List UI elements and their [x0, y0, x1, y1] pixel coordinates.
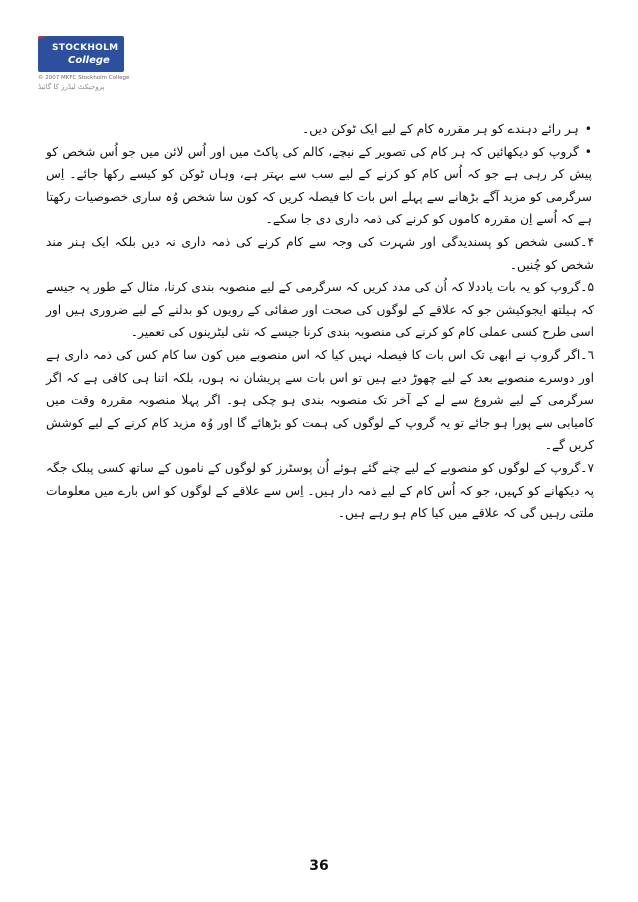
paragraph-5 [46, 344, 594, 457]
paragraph-text: ۴۔کسی شخص کو پسندیدگی اور شہرت کی وجہ سے کام کرنے کی ذمہ داری نہ دیں بلکہ ایک ہنر مند شخص کو چُنیں۔ [46, 234, 594, 272]
paragraph-text: ہر رائے دہندے کو ہر مقررہ کام کے لیے ایک ٹوکن دیں۔ [302, 122, 579, 136]
paragraph-text: ۵۔گروپ کو یہ بات یاددلا کہ اُن کی مدد کریں کہ سرگرمی کے لیے منصوبہ بندی کرنا، مثال کے طور پہ جیسے کہ ہیلتھ ایجوکیشن جو کہ علاقے کے لوگوں کی صحت اور صفائی کے رویوں کو بدلنے کے لیے ضروری ہیں اور اسی طرح کسی عملی کام کو کرنے کی منصوبہ بندی کرنا جیسے کہ نئی لیٹرینوں کی تعمیر۔ [46, 280, 594, 340]
paragraph-2 [46, 141, 594, 231]
logo-text-college: College [68, 55, 110, 66]
bullet-icon: • [584, 122, 592, 136]
paragraph-3 [46, 231, 594, 276]
page-number: 36 [309, 858, 329, 874]
paragraph-text: ٦۔اگر گروپ نے ابھی تک اس بات کا فیصلہ نہیں کیا کہ اس منصوبے میں کون سا کام کس کی ذمہ داری ہے اور دوسرے منصوبے بعد کے لیے چھوڑ دیے ہیں تو اس بات سے پریشان نہ ہوں، بلکہ اتنا ہی کافی ہے کہ اگر سرگرمی کے لیے شروع سے لے کے آخر تک منصوبہ بندی ہو چکی ہو۔ اگر پہلا منصوبہ مقررہ وقت میں کامیابی سے پورا ہو جائے تو یہ گروپ کے لوگوں کی ہمت کو بڑھائے گا اور وُہ مزید کام کرنے کے لیے کوشش کریں گے۔ [46, 347, 594, 453]
logo-text-stockholm: STOCKHOLM [52, 43, 119, 53]
logo-tagline: پروجیکٹ لیڈرز کا گائیڈ [38, 83, 105, 91]
bullet-icon: • [584, 144, 592, 159]
document-body [46, 118, 594, 525]
paragraph-text: ۷۔گروپ کے لوگوں کو منصوبے کے لیے چنے گئے ہوئے اُن پوسٹرز کو لوگوں کے ناموں کے ساتھ کسی پبلک جگہ پہ دیکھانے کو کہیں، جو کہ اُس کام کے لیے ذمہ دار ہیں۔ اِس سے علاقے کے لوگوں کو اس بارے میں معلومات ملتی رہیں گی کہ علاقے میں کیا کام ہو رہے ہیں۔ [46, 460, 594, 521]
logo-badge [38, 36, 124, 72]
paragraph-6 [46, 457, 594, 525]
paragraph-1 [46, 118, 594, 141]
college-logo [38, 36, 136, 91]
paragraph-4 [46, 276, 594, 344]
paragraph-text: گروپ کو دیکھائیں کہ ہر کام کی تصویر کے نیچے، کالم کی پاکٹ میں اور اُس لائن میں جو اُس شخص کو پیش کر رہی ہے جو کہ اُس کام کو کرنے کے لیے سب سے بہتر ہے، وہاں ٹوکن کو کیسے رکھا جائے۔ اِس سرگرمی کو مزید آگے بڑھانے سے پہلے اس بات کا فیصلہ کریں کہ کون سا شخص وُہ ساری خصوصیات رکھتا ہے کہ اُسے اِن مقررہ کاموں کو کرنے کی ذمہ داری دی جا سکے۔ [46, 144, 592, 227]
logo-copyright: © 2007 MKFC Stockholm College [38, 75, 130, 81]
